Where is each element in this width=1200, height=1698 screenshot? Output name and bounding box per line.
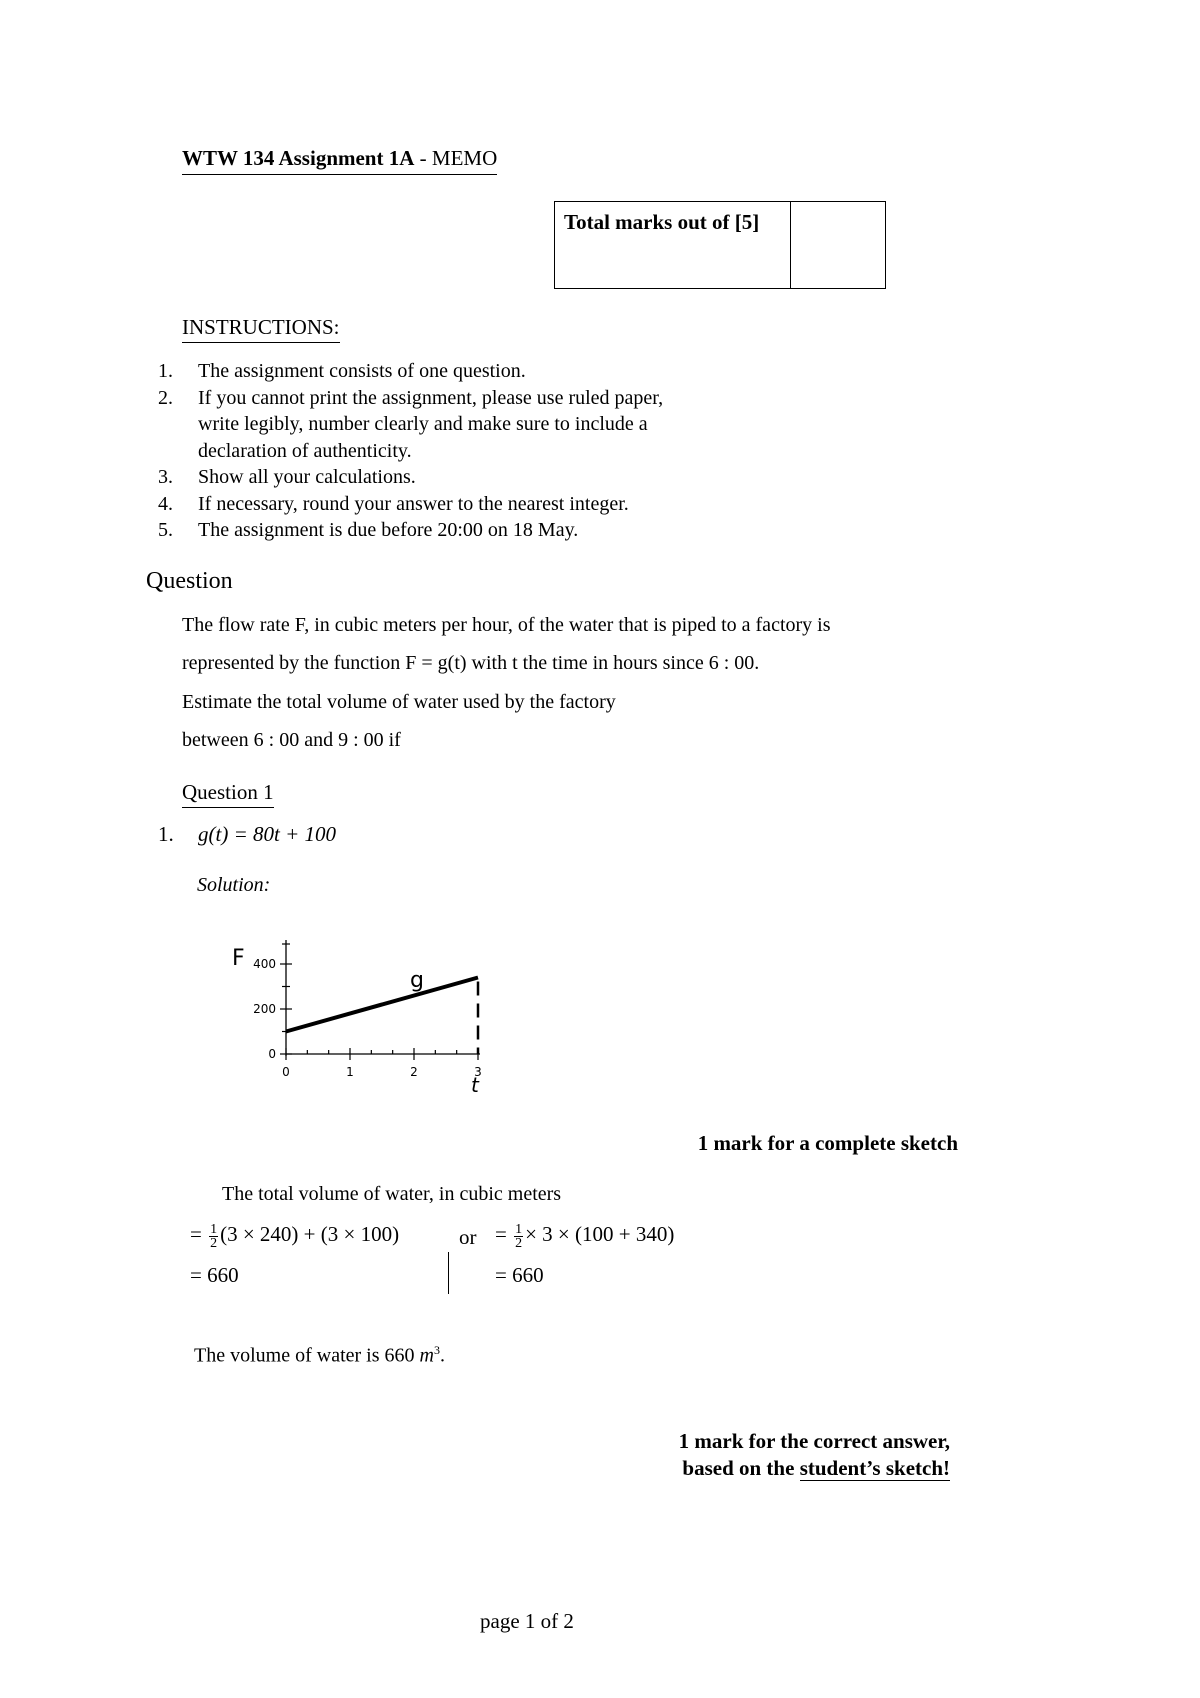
or-label: or: [459, 1225, 477, 1249]
instructions-heading: INSTRUCTIONS:: [182, 315, 340, 343]
list-item: 2. If you cannot print the assignment, please use ruled paper, write legibly, number clearly and make sure to include a declaration of authenticity.: [158, 386, 664, 462]
chart-axes: [286, 940, 480, 1056]
volume-calc-left-2: = 660: [190, 1263, 239, 1287]
volume-calc-right-1: = $\frac{1}{2}$ × 3 × (100 + 340): [495, 1221, 675, 1251]
question1-item: 1. g(t) = 80t + 100: [158, 822, 336, 846]
chart-y-axis-label: F: [232, 946, 245, 971]
chart-y-tick-label: 200: [253, 1002, 276, 1016]
volume-calc-left-1: = $\frac{1}{2}$ (3 × 240) + (3 × 100): [190, 1221, 400, 1251]
chart-series-label: g: [410, 968, 424, 993]
volume-intro: The total volume of water, in cubic meters: [222, 1183, 562, 1205]
question-text-line: Estimate the total volume of water used by the factory: [182, 691, 616, 713]
volume-answer: The volume of water is 660 $m^3$.: [194, 1343, 445, 1367]
chart-y-tick-label: 0: [268, 1047, 276, 1061]
chart-y-tick-label: 400: [253, 957, 276, 971]
question-heading: Question: [146, 568, 233, 594]
instructions-list: [158, 358, 663, 544]
list-item: 1. The assignment consists of one question.: [158, 360, 526, 382]
divider: [448, 1252, 449, 1294]
page-number: page 1 of 2: [480, 1609, 574, 1633]
list-item: 4. If necessary, round your answer to the nearest integer.: [158, 492, 629, 515]
chart-ticks: [253, 944, 482, 1079]
total-marks-value: [791, 202, 885, 288]
fraction-half: $\frac{1}{2}$: [210, 1221, 218, 1251]
list-item: 5. The assignment is due before 20:00 on 18 May.: [158, 519, 579, 541]
chart-x-tick-label: 2: [410, 1065, 418, 1079]
chart-x-tick-label: 3: [474, 1065, 482, 1079]
list-item: 3. Show all your calculations.: [158, 466, 416, 488]
question1-heading: Question 1: [182, 780, 274, 808]
function-definition: g(t) = 80t + 100: [198, 822, 336, 846]
chart-x-tick-label: 0: [282, 1065, 290, 1079]
fraction-half: $\frac{1}{2}$: [515, 1221, 523, 1251]
chart-series-line-g: [286, 978, 478, 1032]
question-text-line: between 6 : 00 and 9 : 00 if: [182, 729, 401, 751]
question-text-line: The flow rate F, in cubic meters per hour, of the water that is piped to a factory is: [182, 614, 831, 636]
answer-mark-note: 1 mark for the correct answer, based on the student’s sketch!: [678, 1429, 950, 1480]
sketch-mark-note: 1 mark for a complete sketch: [697, 1131, 958, 1155]
chart-x-axis-label: t: [471, 1073, 479, 1097]
document-title: WTW 134 Assignment 1A - MEMO: [182, 146, 497, 175]
total-marks-box: [554, 201, 886, 289]
volume-calc-right-2: = 660: [495, 1263, 544, 1287]
chart-x-tick-label: 1: [346, 1065, 354, 1079]
flow-rate-chart: [220, 930, 500, 1100]
question-text-line: represented by the function F = g(t) with t the time in hours since 6 : 00.: [182, 652, 760, 674]
solution-label: Solution:: [197, 874, 271, 896]
total-marks-label: Total marks out of [5]: [555, 202, 791, 288]
